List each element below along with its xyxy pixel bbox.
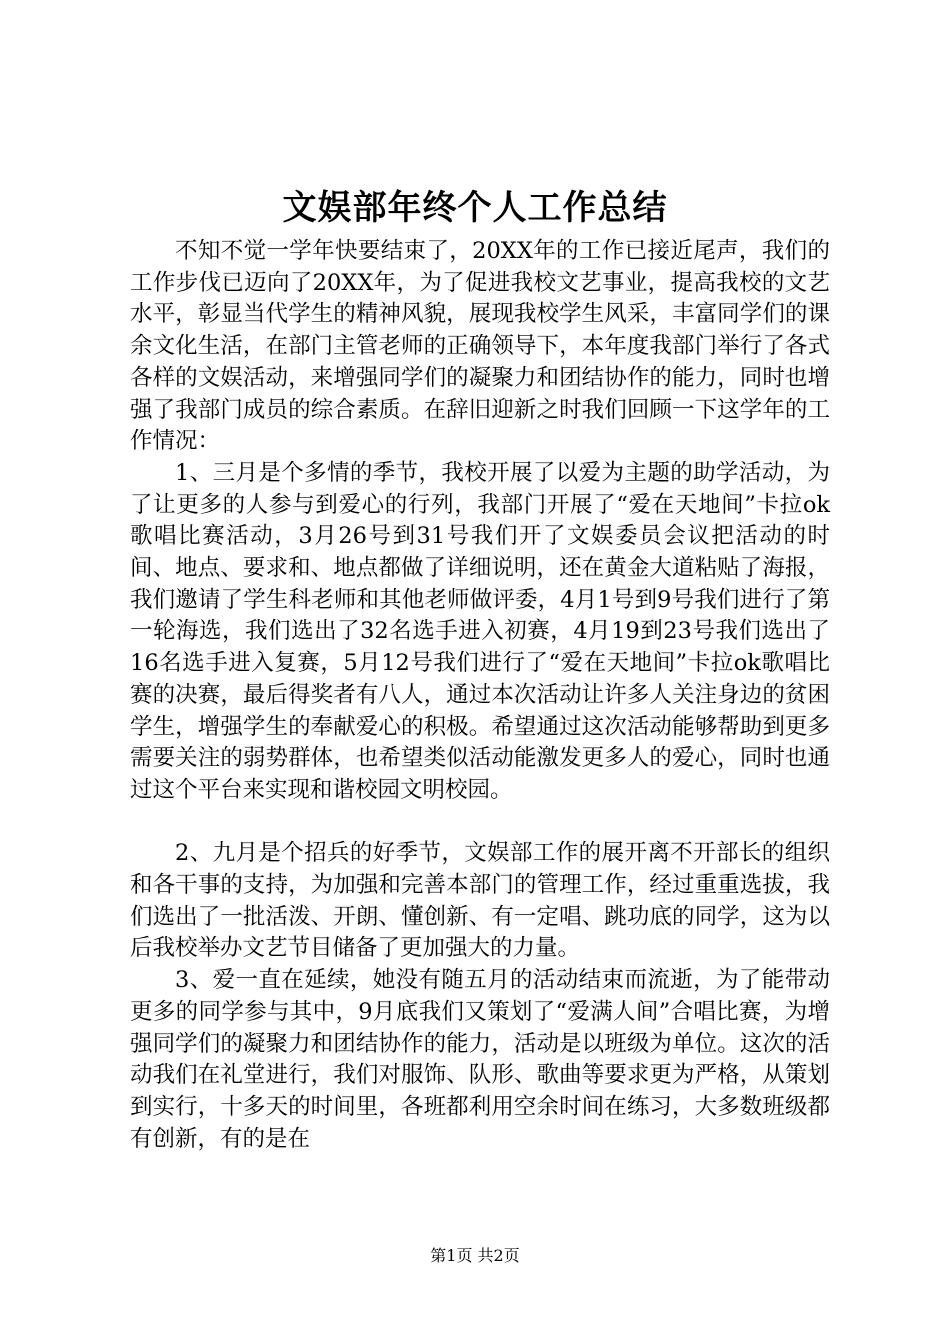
- paragraph-item-1: 1、三月是个多情的季节，我校开展了以爱为主题的助学活动，为了让更多的人参与到爱心的行列，我部门开展了“爱在天地间”卡拉ok歌唱比赛活动，3月26号到31号我们开了文娱委员会议把活动的时间、地点、要求和、地点都做了详细说明，还在黄金大道粘贴了海报，我们邀请了学生科老师和其他老师做评委，4月1号到9号我们进行了第一轮海选，我们选出了32名选手进入初赛，4月19到23号我们选出了16名选手进入复赛，5月12号我们进行了“爱在天地间”卡拉ok歌唱比赛的决赛，最后得奖者有八人，通过本次活动让许多人关注身边的贫困学生，增强学生的奉献爱心的积极。希望通过这次活动能够帮助到更多需要关注的弱势群体，也希望类似活动能激发更多人的爱心，同时也通过这个平台来实现和谐校园文明校园。: [130, 459, 830, 803]
- paragraph-item-3: 3、爱一直在延续，她没有随五月的活动结束而流逝，为了能带动更多的同学参与其中，9月底我们又策划了“爱满人间”合唱比赛，为增强同学们的凝聚力和团结协作的能力，活动是以班级为单位。这次的活动我们在礼堂进行，我们对服饰、队形、歌曲等要求更为严格，从策划到实行，十多天的时间里，各班都利用空余时间在练习，大多数班级都有创新，有的是在: [130, 967, 830, 1152]
- paragraph-intro: 不知不觉一学年快要结束了，20XX年的工作已接近尾声，我们的工作步伐已迈向了20XX年，为了促进我校文艺事业，提高我校的文艺水平，彰显当代学生的精神风貌，展现我校学生风采，丰富同学们的课余文化生活，在部门主管老师的正确领导下，本年度我部门举行了各式各样的文娱活动，来增强同学们的凝聚力和团结协作的能力，同时也增强了我部门成员的综合素质。在辞旧迎新之时我们回顾一下这学年的工作情况：: [130, 238, 830, 455]
- paragraph-item-2: 2、九月是个招兵的好季节，文娱部工作的展开离不开部长的组织和各干事的支持，为加强和完善本部门的管理工作，经过重重选拔，我们选出了一批活泼、开朗、懂创新、有一定唱、跳功底的同学，这为以后我校举办文艺节目储备了更加强大的力量。: [130, 840, 830, 962]
- paragraph-spacer: [130, 807, 830, 839]
- page-footer: 第1页 共2页: [430, 1246, 520, 1265]
- document-body: [130, 236, 830, 1155]
- document-title: 文娱部年终个人工作总结: [282, 188, 668, 228]
